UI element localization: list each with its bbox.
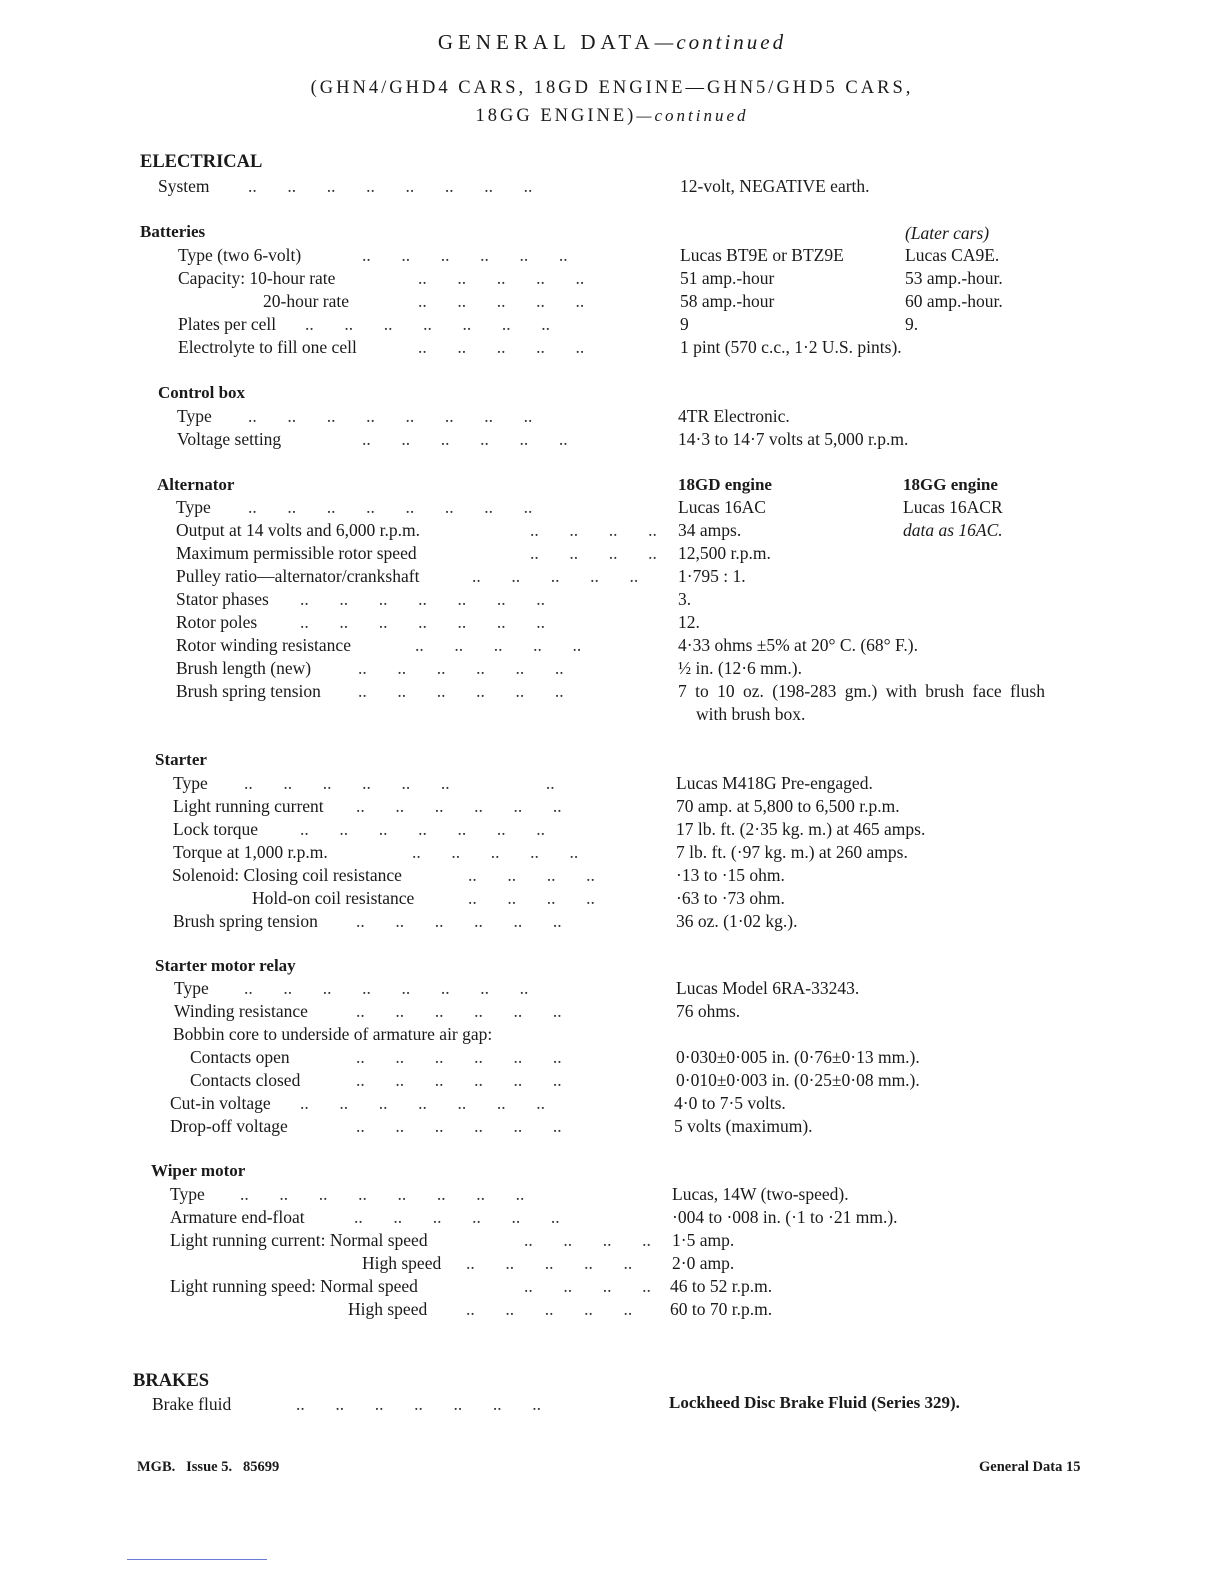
value-closing-coil: ·13 to ·15 ohm. [676, 865, 785, 885]
label-drop-off-voltage: Drop-off voltage [170, 1116, 288, 1136]
subtitle-suffix: —continued [636, 106, 749, 125]
leader-dots: .. .. .. .. .. .. .. .. [244, 978, 529, 998]
label-contacts-closed: Contacts closed [190, 1070, 301, 1090]
leader-dots: .. .. .. .. [468, 865, 595, 885]
value-system: 12-volt, NEGATIVE earth. [680, 176, 870, 196]
label-voltage-setting: Voltage setting [177, 429, 282, 449]
leader-dots: .. .. .. .. .. .. [356, 1116, 562, 1136]
leader-dots: .. .. .. .. .. [418, 291, 585, 311]
section-heading-alternator: Alternator [157, 475, 235, 494]
label-light-running-current: Light running current [173, 796, 324, 816]
label-winding-resistance: Winding resistance [174, 1001, 308, 1021]
divider-line [127, 1559, 267, 1560]
value-lrc-high: 2·0 amp. [672, 1253, 735, 1273]
value-rotor-winding: 4·33 ohms ±5% at 20° C. (68° F.). [678, 635, 918, 655]
value-capacity-10h-later: 53 amp.-hour. [905, 268, 1003, 288]
leader-dots: .. .. .. .. [468, 888, 595, 908]
leader-dots: .. .. .. .. .. .. [354, 1207, 560, 1227]
leader-dots: .. .. .. .. .. .. .. [296, 1394, 541, 1414]
label-lock-torque: Lock torque [173, 819, 259, 839]
value-capacity-10h: 51 amp.-hour [680, 268, 775, 288]
value-plates-per-cell: 9 [680, 314, 689, 334]
label-rotor-poles: Rotor poles [176, 612, 258, 632]
label-system: System [158, 176, 210, 196]
label-stator-phases: Stator phases [176, 589, 269, 609]
leader-dots: .. .. .. .. .. .. .. [300, 1093, 545, 1113]
leader-dots: .. .. .. .. .. .. .. .. [248, 406, 533, 426]
value-pulley-ratio: 1·795 : 1. [678, 566, 746, 586]
section-heading-starter: Starter [155, 750, 207, 769]
leader-dots: .. .. .. .. .. .. .. [300, 819, 545, 839]
page-subtitle-line2 [0, 106, 1224, 127]
label-lrc-normal: Light running current: Normal speed [170, 1230, 428, 1250]
leader-dots: .. .. .. .. .. .. [356, 1001, 562, 1021]
leader-dots: .. .. .. .. .. .. [356, 1047, 562, 1067]
page-subtitle-line1: (GHN4/GHD4 CARS, 18GD ENGINE—GHN5/GHD5 CARS, [310, 78, 914, 98]
leader-dots: .. .. .. .. .. .. .. .. [248, 176, 533, 196]
leader-dots: .. .. .. .. .. [466, 1253, 633, 1273]
column-heading-18gg: 18GG engine [903, 475, 998, 494]
leader-dots: .. .. .. .. [530, 543, 657, 563]
value-max-rotor-speed: 12,500 r.p.m. [678, 543, 771, 563]
value-light-running-current: 70 amp. at 5,800 to 6,500 r.p.m. [676, 796, 900, 816]
footer-page-label: General Data 15 [979, 1459, 1081, 1475]
title-text: GENERAL DATA [437, 30, 655, 54]
subtitle-text: 18GG ENGINE) [475, 106, 637, 126]
section-heading-wiper-motor: Wiper motor [151, 1161, 246, 1180]
value-capacity-20h-later: 60 amp.-hour. [905, 291, 1003, 311]
label-capacity-10h: Capacity: 10-hour rate [178, 268, 336, 288]
value-lrs-high: 60 to 70 r.p.m. [670, 1299, 773, 1319]
value-plates-per-cell-later: 9. [905, 314, 919, 334]
value-brush-length: ½ in. (12·6 mm.). [678, 658, 802, 678]
section-heading-electrical: ELECTRICAL [140, 152, 263, 172]
value-wiper-type: Lucas, 14W (two-speed). [672, 1184, 849, 1204]
value-alt-output-18gg: data as 16AC. [903, 520, 1003, 540]
label-starter-brush-tension: Brush spring tension [173, 911, 318, 931]
label-contacts-open: Contacts open [190, 1047, 290, 1067]
page-title [0, 30, 1224, 55]
label-lrc-high: High speed [362, 1253, 442, 1273]
value-drop-off-voltage: 5 volts (maximum). [674, 1116, 813, 1136]
label-lrs-high: High speed [348, 1299, 428, 1319]
value-voltage-setting: 14·3 to 14·7 volts at 5,000 r.p.m. [678, 429, 909, 449]
label-battery-type: Type (two 6-volt) [178, 245, 302, 265]
leader-dots: .. .. .. .. .. .. [362, 245, 568, 265]
leader-dots: .. .. .. .. .. [418, 268, 585, 288]
section-heading-control-box: Control box [158, 383, 246, 402]
value-cut-in-voltage: 4·0 to 7·5 volts. [674, 1093, 786, 1113]
value-relay-type: Lucas Model 6RA-33243. [676, 978, 860, 998]
label-capacity-20h: 20-hour rate [263, 291, 350, 311]
value-hold-on-coil: ·63 to ·73 ohm. [676, 888, 785, 908]
value-alt-brush-tension: 7 to 10 oz. (198-283 gm.) with brush face flush [678, 681, 1045, 701]
section-heading-batteries: Batteries [140, 222, 206, 241]
label-control-type: Type [177, 406, 212, 426]
value-battery-type-later: Lucas CA9E. [905, 245, 1000, 265]
label-brake-fluid: Brake fluid [152, 1394, 232, 1414]
label-hold-on-coil: Hold-on coil resistance [252, 888, 415, 908]
leader-dots: .. .. .. .. .. .. [356, 796, 562, 816]
value-starter-brush-tension: 36 oz. (1·02 kg.). [676, 911, 798, 931]
value-electrolyte: 1 pint (570 c.c., 1·2 U.S. pints). [680, 337, 902, 357]
value-lrc-normal: 1·5 amp. [672, 1230, 735, 1250]
label-closing-coil: Solenoid: Closing coil resistance [172, 865, 402, 885]
leader-dots: .. .. .. .. .. .. .. .. [248, 497, 533, 517]
value-contacts-closed: 0·010±0·003 in. (0·25±0·08 mm.). [676, 1070, 920, 1090]
label-bobbin-core: Bobbin core to underside of armature air gap: [173, 1024, 493, 1044]
value-contacts-open: 0·030±0·005 in. (0·76±0·13 mm.). [676, 1047, 920, 1067]
leader-dots: .. .. .. .. .. .. .. [300, 589, 545, 609]
footer-left: MGB. Issue 5. 85699 [137, 1459, 280, 1475]
label-cut-in-voltage: Cut-in voltage [170, 1093, 271, 1113]
leader-dots: .. .. .. .. .. .. [356, 1070, 562, 1090]
value-control-type: 4TR Electronic. [678, 406, 790, 426]
label-relay-type: Type [174, 978, 209, 998]
value-rotor-poles: 12. [678, 612, 700, 632]
value-torque-1000: 7 lb. ft. (·97 kg. m.) at 260 amps. [676, 842, 908, 862]
label-alt-type: Type [176, 497, 211, 517]
label-torque-1000: Torque at 1,000 r.p.m. [173, 842, 328, 862]
title-suffix: —continued [654, 30, 787, 54]
label-wiper-type: Type [170, 1184, 205, 1204]
value-lock-torque: 17 lb. ft. (2·35 kg. m.) at 465 amps. [676, 819, 926, 839]
leader-dots: .. .. .. .. [530, 520, 657, 540]
label-alt-output: Output at 14 volts and 6,000 r.p.m. [176, 520, 421, 540]
label-brush-length: Brush length (new) [176, 658, 312, 678]
value-stator-phases: 3. [678, 589, 692, 609]
label-alt-brush-tension: Brush spring tension [176, 681, 321, 701]
leader-dots: .. .. .. .. .. [412, 842, 579, 862]
value-battery-type: Lucas BT9E or BTZ9E [680, 245, 844, 265]
leader-dots: .. .. .. .. .. .. .. [244, 773, 555, 793]
value-armature-end-float: ·004 to ·008 in. (·1 to ·21 mm.). [672, 1207, 898, 1227]
leader-dots: .. .. .. .. .. [472, 566, 639, 586]
value-brake-fluid: Lockheed Disc Brake Fluid (Series 329). [669, 1393, 960, 1412]
value-starter-type: Lucas M418G Pre-engaged. [676, 773, 873, 793]
value-alt-type-18gg: Lucas 16ACR [903, 497, 1003, 517]
label-plates-per-cell: Plates per cell [178, 314, 277, 334]
label-lrs-normal: Light running speed: Normal speed [170, 1276, 418, 1296]
label-pulley-ratio: Pulley ratio—alternator/crankshaft [176, 566, 420, 586]
label-electrolyte: Electrolyte to fill one cell [178, 337, 357, 357]
leader-dots: .. .. .. .. .. .. .. [305, 314, 550, 334]
leader-dots: .. .. .. .. [524, 1230, 651, 1250]
leader-dots: .. .. .. .. .. [418, 337, 585, 357]
leader-dots: .. .. .. .. [524, 1276, 651, 1296]
label-rotor-winding: Rotor winding resistance [176, 635, 351, 655]
later-cars-heading: (Later cars) [905, 223, 990, 243]
section-heading-brakes: BRAKES [133, 1371, 210, 1391]
column-heading-18gd: 18GD engine [678, 475, 772, 494]
leader-dots: .. .. .. .. .. .. .. .. [240, 1184, 525, 1204]
value-lrs-normal: 46 to 52 r.p.m. [670, 1276, 773, 1296]
value-capacity-20h: 58 amp.-hour [680, 291, 775, 311]
section-heading-starter-relay: Starter motor relay [155, 956, 296, 975]
value-winding-resistance: 76 ohms. [676, 1001, 741, 1021]
label-armature-end-float: Armature end-float [170, 1207, 305, 1227]
leader-dots: .. .. .. .. .. .. [356, 911, 562, 931]
leader-dots: .. .. .. .. .. [415, 635, 582, 655]
leader-dots: .. .. .. .. .. .. [358, 658, 564, 678]
leader-dots: .. .. .. .. .. .. [358, 681, 564, 701]
leader-dots: .. .. .. .. .. .. [362, 429, 568, 449]
value-alt-brush-tension-cont: with brush box. [696, 704, 806, 724]
label-starter-type: Type [173, 773, 208, 793]
value-alt-output: 34 amps. [678, 520, 742, 540]
leader-dots: .. .. .. .. .. .. .. [300, 612, 545, 632]
label-max-rotor-speed: Maximum permissible rotor speed [176, 543, 417, 563]
leader-dots: .. .. .. .. .. [466, 1299, 633, 1319]
value-alt-type: Lucas 16AC [678, 497, 766, 517]
